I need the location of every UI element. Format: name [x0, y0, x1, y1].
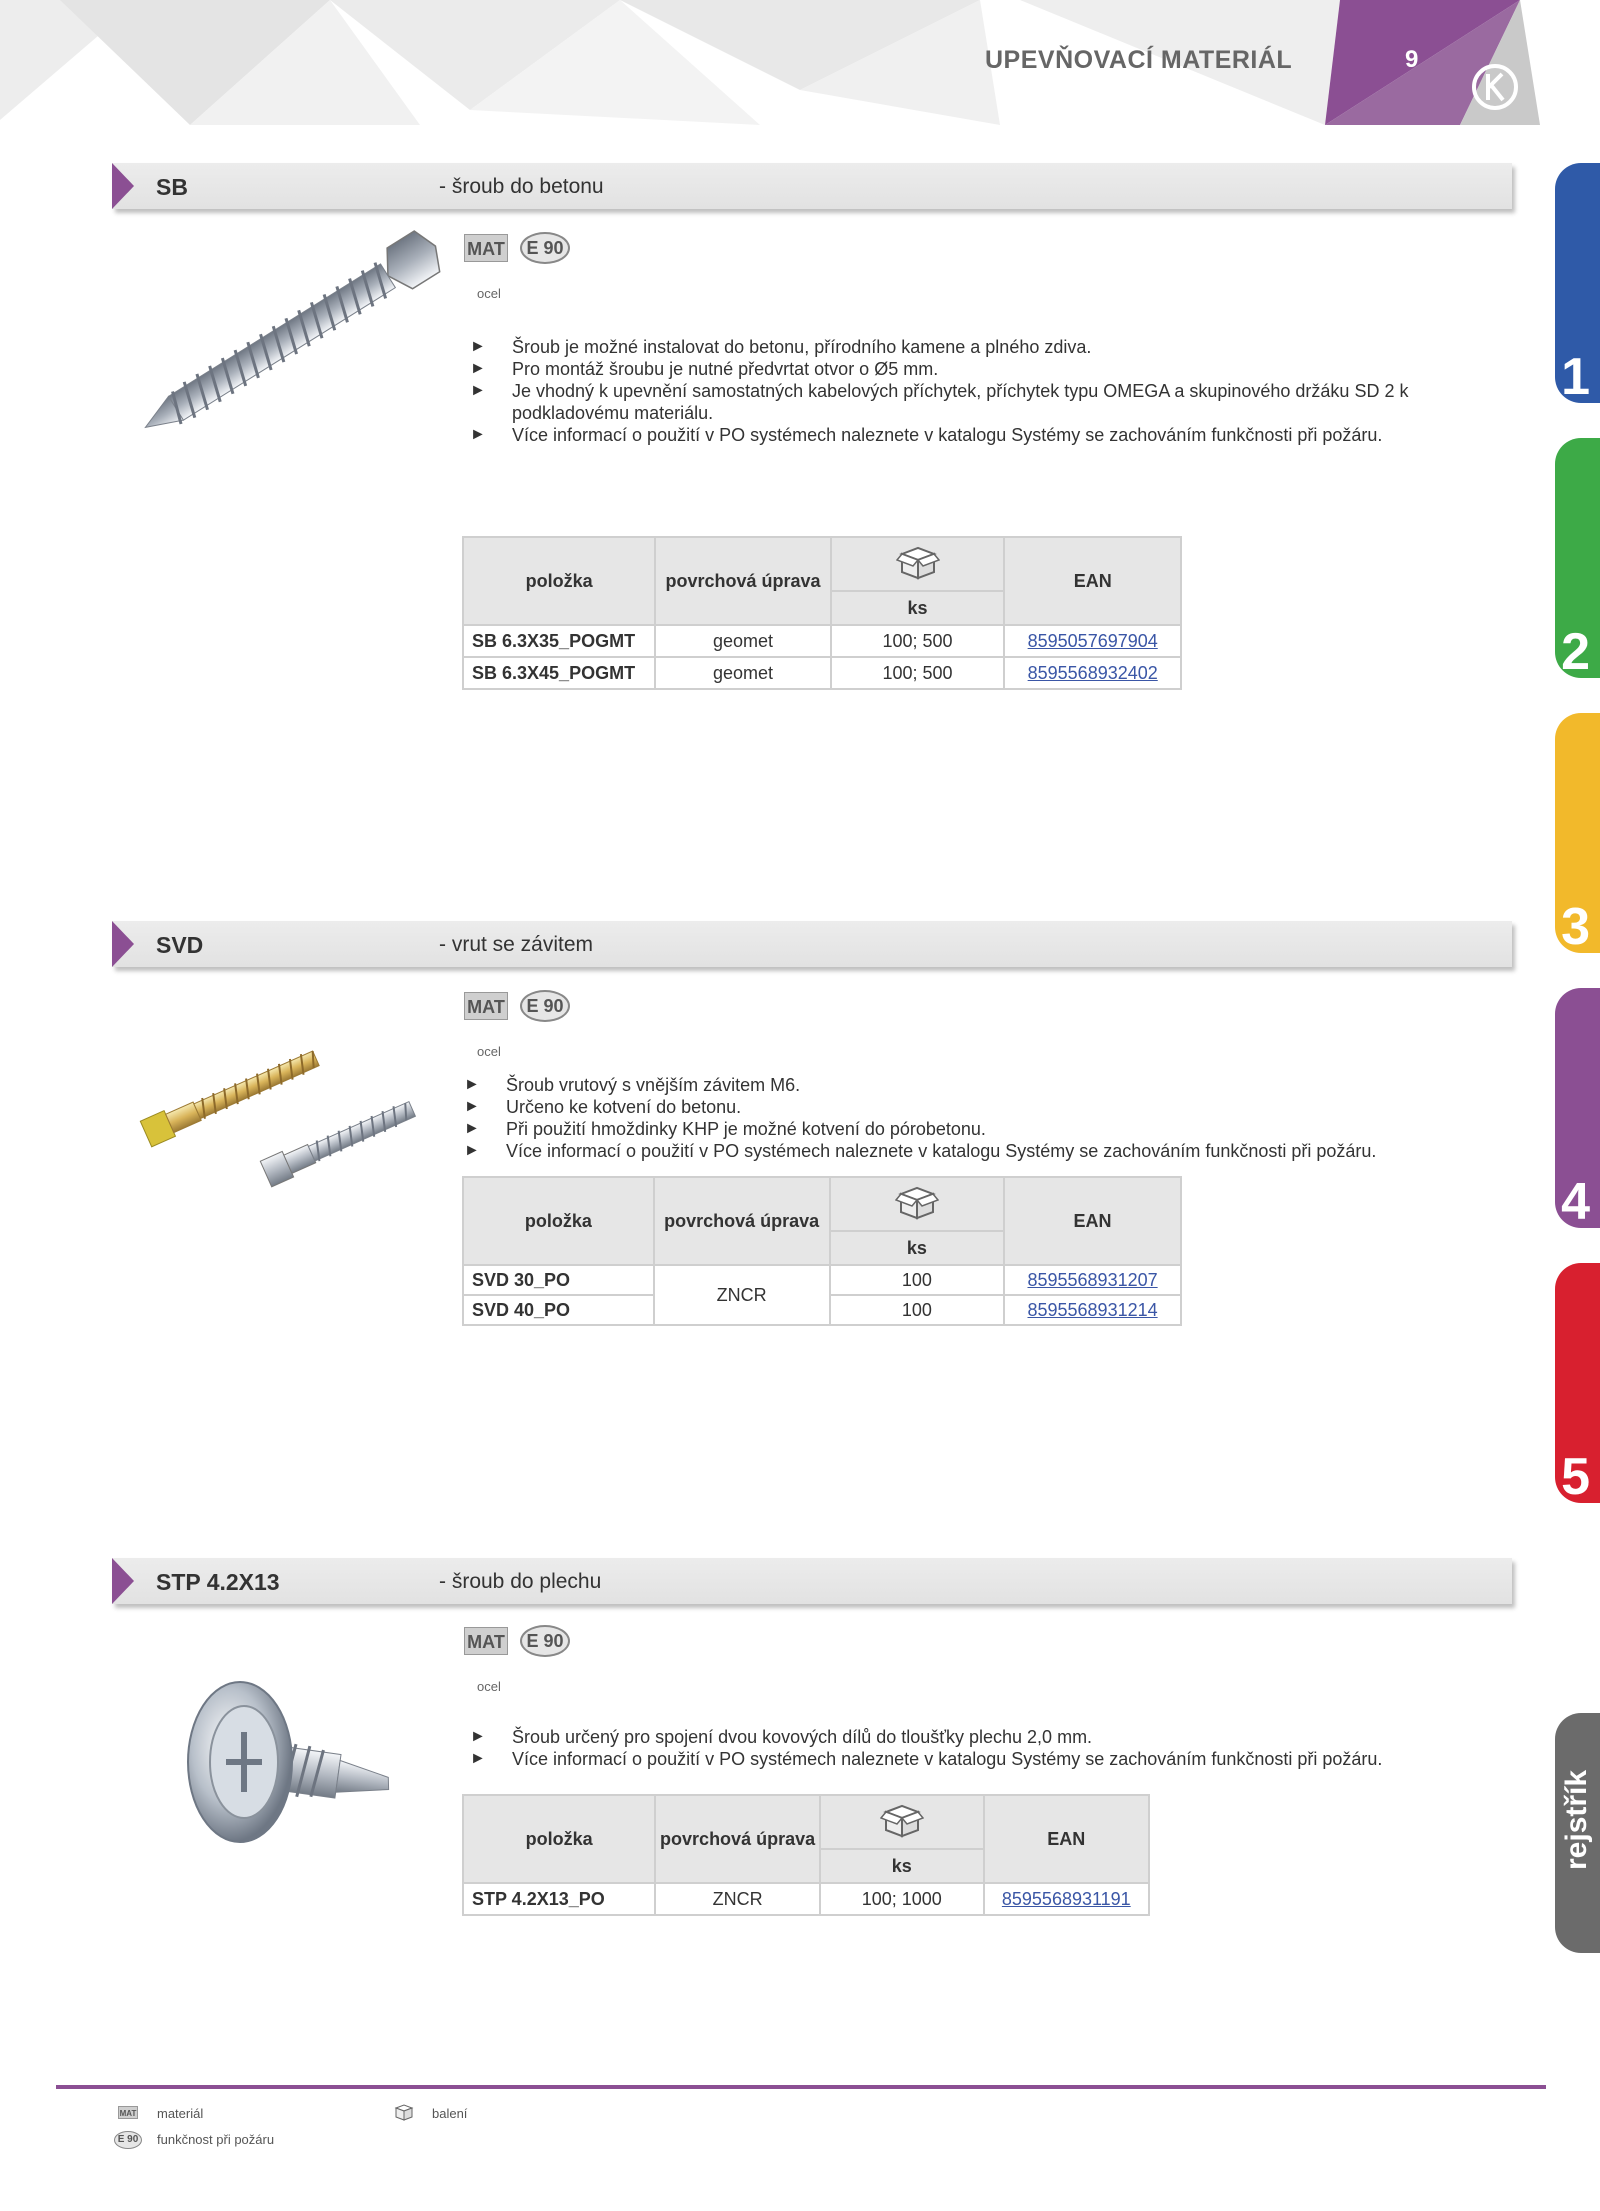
bullet-arrow-icon: ► — [464, 1076, 480, 1093]
section-header-stp — [112, 1558, 1512, 1604]
header-background — [0, 0, 1600, 125]
material-label: ocel — [477, 286, 501, 301]
legend-material: materiál — [157, 2106, 204, 2121]
ean-cell — [1004, 657, 1181, 689]
header-title: UPEVŇOVACÍ MATERIÁL — [985, 46, 1293, 74]
page-number: 9 — [1405, 46, 1419, 73]
product-description: - šroub do betonu — [439, 175, 604, 198]
material-badge: MAT — [464, 234, 508, 262]
bullet-arrow-icon: ► — [470, 1728, 486, 1745]
bullet-arrow-icon: ► — [470, 426, 486, 443]
material-badge: MAT — [464, 992, 508, 1020]
item-code: SVD 40_PO — [463, 1295, 654, 1325]
material-badge: MAT — [464, 1627, 508, 1655]
legend-package: balení — [432, 2106, 468, 2121]
col-header-pcs: ks — [820, 1849, 984, 1883]
side-tab-3-label: 3 — [1561, 898, 1590, 956]
package-box-icon — [896, 544, 940, 580]
ean-cell — [984, 1883, 1149, 1915]
ean-link[interactable]: 8595568931207 — [1027, 1269, 1158, 1290]
section-marker-icon — [112, 921, 134, 967]
product-table-sb — [462, 536, 1182, 690]
bullet-arrow-icon: ► — [470, 360, 486, 377]
feature-list — [470, 336, 1430, 446]
list-item: ► Více informací o použití v PO systémech naleznete v katalogu Systémy se zachováním funkčnosti při požáru. — [464, 1141, 1377, 1161]
footer-divider — [56, 2085, 1546, 2089]
col-header-surface: povrchová úprava — [654, 1177, 830, 1265]
header-triangles — [0, 0, 1600, 125]
section-marker-icon — [112, 163, 134, 209]
list-item: ► Více informací o použití v PO systémech naleznete v katalogu Systémy se zachováním funkčnosti při požáru. — [470, 1749, 1383, 1769]
col-header-item: položka — [463, 537, 655, 625]
list-item: ► Šroub určený pro spojení dvou kovových dílů do tloušťky plechu 2,0 mm. — [470, 1727, 1093, 1747]
product-description: - vrut se závitem — [439, 933, 594, 956]
bullet-arrow-icon: ► — [470, 382, 486, 399]
product-description: - šroub do plechu — [439, 1570, 602, 1593]
surface-cell: ZNCR — [655, 1883, 820, 1915]
bullet-arrow-icon: ► — [464, 1098, 480, 1115]
list-item: ► Pro montáž šroubu je nutné předvrtat otvor o Ø5 mm. — [470, 359, 939, 379]
package-box-icon — [880, 1802, 924, 1838]
fire-resistance-badge: E 90 — [520, 1625, 570, 1657]
bullet-arrow-icon: ► — [464, 1120, 480, 1137]
item-code: STP 4.2X13_PO — [463, 1883, 655, 1915]
package-cell: 100 — [830, 1265, 1005, 1295]
col-header-pcs: ks — [830, 1231, 1005, 1265]
list-item: ► Šroub je možné instalovat do betonu, přírodního kamene a plného zdiva. — [470, 337, 1092, 357]
side-tab-2-label: 2 — [1561, 623, 1590, 681]
side-tab-3[interactable] — [1555, 713, 1600, 956]
surface-cell: geomet — [655, 657, 830, 689]
bullet-arrow-icon: ► — [464, 1142, 480, 1159]
material-label: ocel — [477, 1679, 501, 1694]
side-tab-5[interactable] — [1555, 1263, 1600, 1506]
feature-list — [464, 1074, 1424, 1162]
legend-material-badge: MAT — [118, 2106, 138, 2119]
package-cell: 100; 500 — [831, 657, 1005, 689]
product-image-stp — [170, 1670, 420, 1860]
col-header-ean: EAN — [1004, 537, 1181, 625]
ean-link[interactable]: 8595057697904 — [1027, 630, 1158, 651]
product-table-stp — [462, 1794, 1150, 1916]
ean-link[interactable]: 8595568932402 — [1027, 662, 1158, 683]
list-item: ► Šroub vrutový s vnějším závitem M6. — [464, 1075, 801, 1095]
product-code: SVD — [156, 932, 204, 958]
col-header-package — [820, 1795, 984, 1849]
kopos-logo-icon — [1470, 62, 1520, 112]
legend-fire-badge: E 90 — [114, 2131, 142, 2149]
side-tab-2[interactable] — [1555, 438, 1600, 681]
list-item: ► Více informací o použití v PO systémech naleznete v katalogu Systémy se zachováním funkčnosti při požáru. — [470, 425, 1383, 445]
fire-resistance-badge: E 90 — [520, 232, 570, 264]
col-header-surface: povrchová úprava — [655, 537, 830, 625]
legend-package-box-icon — [393, 2102, 415, 2122]
col-header-package — [831, 537, 1005, 591]
item-code: SB 6.3X45_POGMT — [463, 657, 655, 689]
ean-cell — [1004, 625, 1181, 657]
bullet-arrow-icon: ► — [470, 1750, 486, 1767]
table-row — [463, 657, 1181, 689]
section-marker-icon — [112, 1558, 134, 1604]
package-cell: 100 — [830, 1295, 1005, 1325]
surface-cell: ZNCR — [654, 1265, 830, 1325]
table-row — [463, 1265, 1181, 1295]
material-label: ocel — [477, 1044, 501, 1059]
ean-cell — [1004, 1295, 1181, 1325]
list-item: ► Je vhodný k upevnění samostatných kabelových příchytek, příchytek typu OMEGA a skupinového držáku SD 2 k podkladovému materiálu. — [470, 381, 1409, 423]
feature-list — [470, 1726, 1430, 1770]
fire-resistance-badge: E 90 — [520, 990, 570, 1022]
side-tab-4[interactable] — [1555, 988, 1600, 1231]
col-header-ean: EAN — [984, 1795, 1149, 1883]
item-code: SVD 30_PO — [463, 1265, 654, 1295]
table-row — [463, 1883, 1149, 1915]
ean-link[interactable]: 8595568931214 — [1027, 1299, 1158, 1320]
item-code: SB 6.3X35_POGMT — [463, 625, 655, 657]
ean-cell — [1004, 1265, 1181, 1295]
package-box-icon — [895, 1184, 939, 1220]
col-header-surface: povrchová úprava — [655, 1795, 820, 1883]
package-cell: 100; 1000 — [820, 1883, 984, 1915]
side-tab-index-label: rejstřík — [1560, 1769, 1593, 1870]
col-header-ean: EAN — [1004, 1177, 1181, 1265]
bullet-arrow-icon: ► — [470, 338, 486, 355]
col-header-pcs: ks — [831, 591, 1005, 625]
surface-cell: geomet — [655, 625, 830, 657]
product-code: STP 4.2X13 — [156, 1569, 280, 1595]
side-tab-1[interactable] — [1555, 163, 1600, 406]
product-image-svd — [130, 1040, 430, 1190]
side-tab-5-label: 5 — [1561, 1448, 1590, 1506]
col-header-package — [830, 1177, 1005, 1231]
side-tab-4-label: 4 — [1561, 1173, 1590, 1231]
product-table-svd — [462, 1176, 1182, 1326]
list-item: ► Při použití hmoždinky KHP je možné kotvení do pórobetonu. — [464, 1119, 986, 1139]
section-header-svd — [112, 921, 1512, 967]
product-image-sb — [120, 230, 450, 460]
table-row — [463, 625, 1181, 657]
package-cell: 100; 500 — [831, 625, 1005, 657]
product-code: SB — [156, 174, 188, 200]
section-header-sb — [112, 163, 1512, 209]
col-header-item: položka — [463, 1795, 655, 1883]
legend-fire-resistance: funkčnost při požáru — [157, 2132, 275, 2147]
list-item: ► Určeno ke kotvení do betonu. — [464, 1097, 742, 1117]
col-header-item: položka — [463, 1177, 654, 1265]
ean-link[interactable]: 8595568931191 — [1001, 1888, 1131, 1909]
side-tab-1-label: 1 — [1561, 348, 1590, 406]
